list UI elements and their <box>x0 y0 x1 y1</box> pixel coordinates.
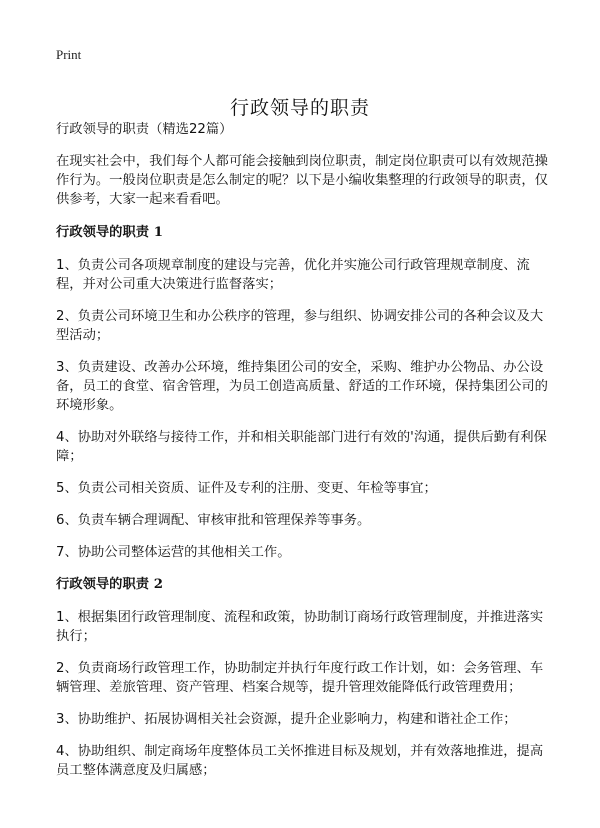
print-label: Print <box>56 47 82 62</box>
section-1 <box>56 223 548 562</box>
list-item: 4、协助对外联络与接待工作，并和相关职能部门进行有效的'沟通，提供后勤有利保障； <box>56 430 547 464</box>
page-title: 行政领导的职责 <box>229 96 370 119</box>
document-body <box>56 120 548 793</box>
list-item: 5、负责公司相关资质、证件及专利的注册、变更、年检等事宜； <box>56 481 437 496</box>
subtitle: 行政领导的职责（精选22篇） <box>56 122 233 137</box>
list-item: 7、协助公司整体运营的其他相关工作。 <box>56 545 291 560</box>
section-heading: 行政领导的职责 1 <box>56 225 163 240</box>
list-item: 3、负责建设、改善办公环境，维持集团公司的安全，采购、维护办公物品、办公设备，员工的食堂、宿舍管理，为员工创造高质量、舒适的工作环境，保持集团公司的环境形象。 <box>56 360 548 413</box>
list-item: 2、负责公司环境卫生和办公秩序的管理，参与组织、协调安排公司的各种会议及大型活动； <box>56 309 544 343</box>
list-item: 6、负责车辆合理调配、审核审批和管理保养等事务。 <box>56 513 371 528</box>
list-item: 2、负责商场行政管理工作，协助制定并执行年度行政工作计划，如：会务管理、车辆管理、差旅管理、资产管理、档案合规等，提升管理效能降低行政管理费用； <box>56 661 544 695</box>
section-heading: 行政领导的职责 2 <box>56 577 163 592</box>
intro-paragraph: 在现实社会中，我们每个人都可能会接触到岗位职责，制定岗位职责可以有效规范操作行为。一般岗位职责是怎么制定的呢？以下是小编收集整理的行政领导的职责，仅供参考，大家一起来看看吧。 <box>56 154 548 207</box>
section-2 <box>56 575 548 780</box>
list-item: 1、负责公司各项规章制度的建设与完善，优化并实施公司行政管理规章制度、流程，并对公司重大决策进行监督落实； <box>56 258 530 292</box>
list-item: 3、协助维护、拓展协调相关社会资源，提升企业影响力，构建和谐社企工作； <box>56 712 517 727</box>
list-item: 1、根据集团行政管理制度、流程和政策，协助制订商场行政管理制度，并推进落实执行； <box>56 610 544 644</box>
list-item: 4、协助组织、制定商场年度整体员工关怀推进目标及规划，并有效落地推进，提高员工整体满意度及归属感； <box>56 744 544 778</box>
